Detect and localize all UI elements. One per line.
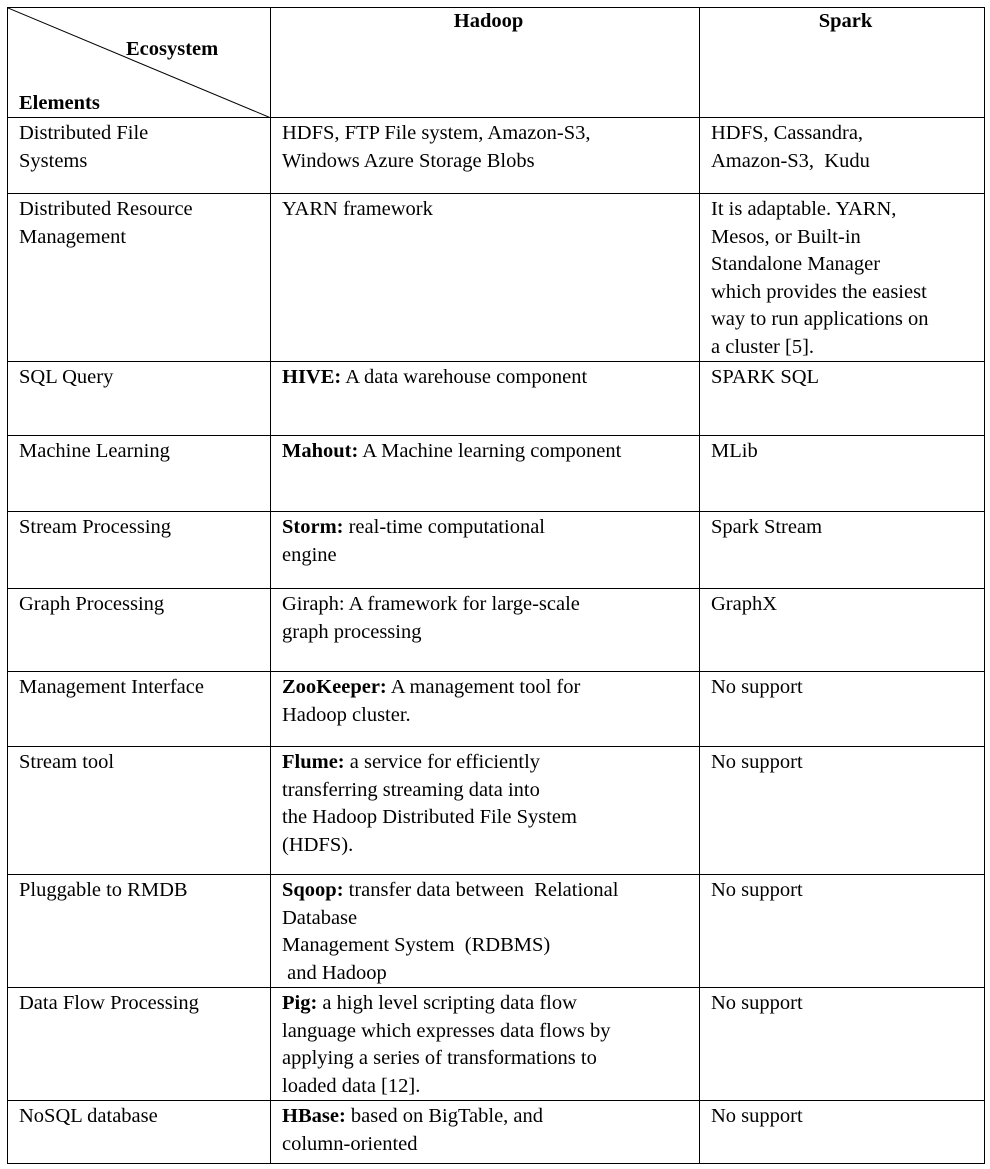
- cell-line: [19, 514, 266, 542]
- cell-line: [711, 514, 980, 542]
- hadoop-column-header: Hadoop: [271, 8, 700, 118]
- spark-cell: [700, 589, 985, 672]
- table-row: [8, 747, 985, 875]
- cell-line: [711, 148, 980, 176]
- header-row: [8, 8, 985, 118]
- cell-line: [19, 120, 266, 148]
- cell-line: [282, 1103, 695, 1131]
- cell-text: Giraph: A framework for large-scale: [282, 593, 580, 615]
- cell-line: [19, 674, 266, 702]
- cell-line: [19, 749, 266, 777]
- element-cell: [8, 747, 271, 875]
- element-cell: [8, 988, 271, 1101]
- cell-text: Stream Processing: [19, 516, 172, 538]
- table-row: [8, 362, 985, 436]
- spark-cell: [700, 118, 985, 194]
- cell-line: [282, 438, 695, 466]
- cell-text: way to run applications on: [711, 308, 929, 330]
- cell-text: Hadoop cluster.: [282, 703, 411, 726]
- cell-text: Pluggable to RMDB: [19, 879, 188, 901]
- cell-text: HDFS, FTP File system, Amazon-S3,: [282, 122, 591, 144]
- element-cell: [8, 512, 271, 589]
- spark-cell: [700, 1101, 985, 1164]
- hadoop-cell: [271, 362, 700, 436]
- cell-line: [282, 877, 695, 905]
- table-row: [8, 1101, 985, 1164]
- cell-line: [711, 674, 980, 702]
- cell-line: [711, 749, 980, 777]
- spark-cell: [700, 988, 985, 1101]
- cell-text: Machine Learning: [19, 440, 170, 462]
- cell-line: [711, 224, 980, 252]
- cell-text: MLib: [711, 440, 758, 462]
- cell-text: Management System (RDBMS): [282, 934, 551, 956]
- cell-line: [711, 364, 980, 392]
- cell-text: YARN framework: [282, 198, 433, 220]
- cell-line: [282, 960, 695, 988]
- cell-text: a high level scripting data flow: [317, 992, 577, 1014]
- table-row: [8, 512, 985, 589]
- table-row: [8, 875, 985, 988]
- cell-text: A Machine learning component: [358, 440, 622, 462]
- cell-text: and Hadoop: [282, 961, 387, 984]
- table-row: [8, 589, 985, 672]
- component-name: HIVE:: [282, 366, 342, 388]
- cell-text: Spark Stream: [711, 516, 823, 538]
- cell-line: [282, 905, 695, 933]
- hadoop-cell: [271, 512, 700, 589]
- cell-line: [282, 804, 695, 832]
- cell-text: based on BigTable, and: [345, 1105, 544, 1127]
- cell-text: the Hadoop Distributed File System: [282, 806, 577, 828]
- component-name: Mahout:: [282, 440, 359, 462]
- element-cell: [8, 194, 271, 362]
- spark-cell: [700, 436, 985, 512]
- cell-line: [711, 990, 980, 1018]
- table-row: [8, 436, 985, 512]
- cell-text: applying a series of transformations to: [282, 1047, 597, 1069]
- cell-line: [711, 120, 980, 148]
- cell-text: engine: [282, 543, 337, 566]
- hadoop-cell: [271, 1101, 700, 1164]
- element-cell: [8, 436, 271, 512]
- cell-text: A management tool for: [386, 676, 581, 698]
- cell-text: Windows Azure Storage Blobs: [282, 149, 535, 172]
- spark-cell: [700, 512, 985, 589]
- hadoop-cell: [271, 672, 700, 747]
- cell-text: Database: [282, 906, 358, 929]
- cell-text: No support: [711, 751, 803, 773]
- comparison-table: [7, 7, 985, 1164]
- cell-text: real-time computational: [343, 516, 545, 538]
- table-row: [8, 194, 985, 362]
- cell-text: Mesos, or Built-in: [711, 225, 861, 248]
- cell-line: [282, 990, 695, 1018]
- cell-text: No support: [711, 879, 803, 901]
- cell-line: [711, 591, 980, 619]
- cell-text: Management: [19, 225, 127, 248]
- cell-line: [282, 619, 695, 647]
- cell-text: NoSQL database: [19, 1105, 158, 1127]
- cell-text: column-oriented: [282, 1132, 418, 1155]
- cell-line: [711, 877, 980, 905]
- cell-line: [711, 1103, 980, 1131]
- cell-text: language which expresses data flows by: [282, 1019, 611, 1042]
- cell-text: SQL Query: [19, 366, 114, 388]
- cell-line: [19, 438, 266, 466]
- spark-cell: [700, 672, 985, 747]
- elements-label: Elements: [19, 92, 100, 114]
- cell-line: [711, 438, 980, 466]
- component-name: Storm:: [282, 516, 344, 538]
- cell-line: [282, 148, 695, 176]
- cell-line: [19, 877, 266, 905]
- cell-text: No support: [711, 992, 803, 1014]
- cell-text: Amazon-S3, Kudu: [711, 149, 870, 172]
- spark-column-header: Spark: [700, 8, 985, 118]
- cell-text: No support: [711, 1105, 803, 1127]
- cell-text: Graph Processing: [19, 593, 165, 615]
- ecosystem-label: Ecosystem: [126, 38, 219, 60]
- component-name: HBase:: [282, 1105, 346, 1127]
- cell-line: [282, 674, 695, 702]
- cell-line: [19, 1103, 266, 1131]
- component-name: Pig:: [282, 992, 318, 1014]
- element-cell: [8, 875, 271, 988]
- element-cell: [8, 1101, 271, 1164]
- hadoop-cell: [271, 875, 700, 988]
- component-name: ZooKeeper:: [282, 676, 387, 698]
- cell-line: [19, 364, 266, 392]
- hadoop-cell: [271, 194, 700, 362]
- element-cell: [8, 362, 271, 436]
- cell-text: which provides the easiest: [711, 280, 927, 303]
- cell-text: a cluster [5].: [711, 335, 815, 358]
- cell-line: [19, 591, 266, 619]
- hadoop-cell: [271, 436, 700, 512]
- cell-text: Stream tool: [19, 751, 115, 773]
- cell-text: GraphX: [711, 593, 778, 615]
- cell-text: SPARK SQL: [711, 366, 820, 388]
- spark-cell: [700, 875, 985, 988]
- cell-line: [282, 196, 695, 224]
- cell-line: [711, 306, 980, 334]
- cell-line: [282, 364, 695, 392]
- hadoop-cell: [271, 589, 700, 672]
- hadoop-cell: [271, 118, 700, 194]
- component-name: Flume:: [282, 751, 345, 773]
- element-cell: [8, 672, 271, 747]
- cell-text: Distributed Resource: [19, 198, 193, 220]
- cell-text: loaded data [12].: [282, 1074, 421, 1097]
- corner-header-cell: [8, 8, 271, 118]
- cell-line: [19, 196, 266, 224]
- cell-line: [282, 120, 695, 148]
- spark-cell: [700, 362, 985, 436]
- cell-line: [282, 591, 695, 619]
- cell-text: Standalone Manager: [711, 253, 881, 275]
- component-name: Sqoop:: [282, 879, 344, 901]
- cell-text: Data Flow Processing: [19, 992, 199, 1014]
- spark-cell: [700, 194, 985, 362]
- cell-line: [282, 702, 695, 730]
- cell-line: [282, 514, 695, 542]
- table-row: [8, 118, 985, 194]
- table-row: [8, 672, 985, 747]
- cell-line: [282, 1073, 695, 1101]
- cell-line: [282, 832, 695, 860]
- cell-line: [282, 749, 695, 777]
- spark-cell: [700, 747, 985, 875]
- table-row: [8, 988, 985, 1101]
- cell-line: [282, 932, 695, 960]
- cell-line: [19, 990, 266, 1018]
- cell-line: [711, 279, 980, 307]
- cell-line: [282, 542, 695, 570]
- cell-text: a service for efficiently: [344, 751, 541, 773]
- element-cell: [8, 589, 271, 672]
- cell-text: A data warehouse component: [341, 366, 588, 388]
- cell-line: [282, 1018, 695, 1046]
- cell-line: [19, 224, 266, 252]
- cell-line: [711, 251, 980, 279]
- cell-text: (HDFS).: [282, 833, 354, 856]
- cell-text: HDFS, Cassandra,: [711, 122, 864, 144]
- cell-line: [282, 1131, 695, 1159]
- cell-line: [711, 196, 980, 224]
- hadoop-cell: [271, 988, 700, 1101]
- hadoop-cell: [271, 747, 700, 875]
- cell-text: It is adaptable. YARN,: [711, 198, 897, 220]
- cell-text: transferring streaming data into: [282, 778, 540, 801]
- element-cell: [8, 118, 271, 194]
- cell-text: transfer data between Relational: [343, 879, 619, 901]
- cell-line: [282, 1045, 695, 1073]
- cell-text: Systems: [19, 149, 88, 172]
- cell-text: graph processing: [282, 620, 422, 643]
- cell-line: [711, 334, 980, 362]
- cell-text: No support: [711, 676, 803, 698]
- cell-line: [282, 777, 695, 805]
- cell-text: Distributed File: [19, 122, 149, 144]
- cell-line: [19, 148, 266, 176]
- cell-text: Management Interface: [19, 676, 204, 698]
